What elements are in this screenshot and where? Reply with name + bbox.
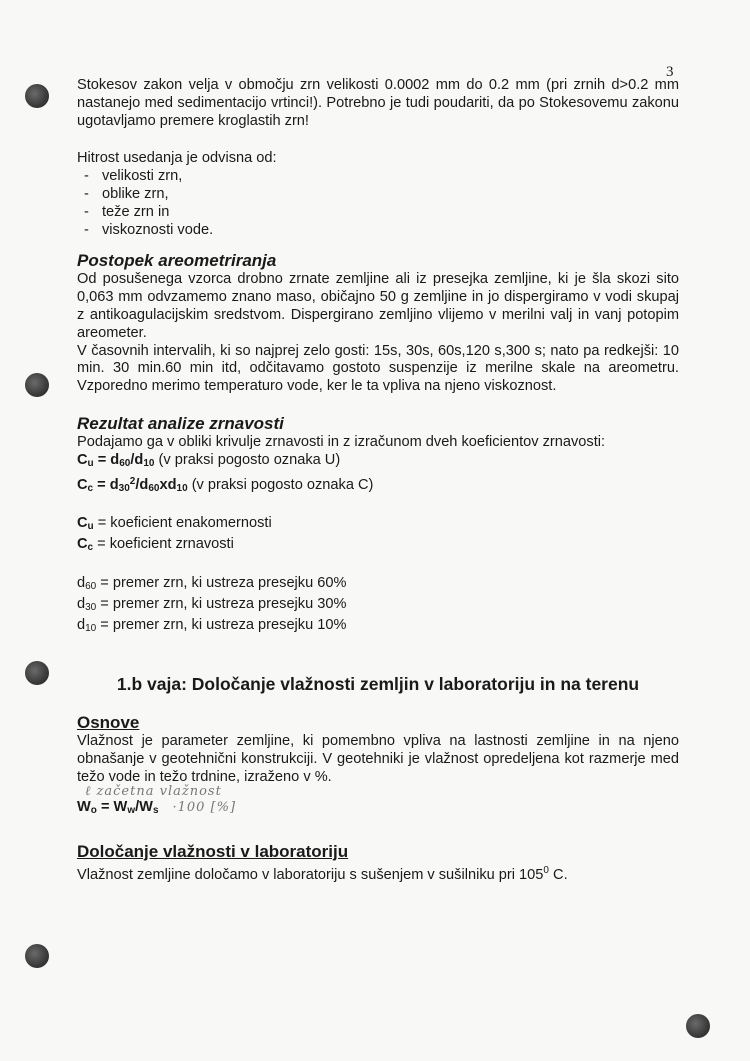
punch-hole <box>686 1014 710 1038</box>
page-number: 3 <box>666 64 674 80</box>
basics-heading: Osnove <box>77 713 140 733</box>
definition-cc: $C_c$ = koeficient zrnavosti <box>77 536 234 554</box>
procedure-paragraph-2: V časovnih intervalih, ki so najprej zelo gosti: 15s, 30s, 60s,120 s,300 s; nato pa redkejši: 10 min. 30 min.60 min itd, odčitavamo gostoto suspenzije iz merilne skale na areometru. Vzporedno merimo temperaturo vode, ker le ta vpliva na njeno viskoznost. <box>77 342 679 395</box>
cu-formula: $C_u = d_{60}/d_{10}$ (v praksi pogosto oznaka U) <box>77 451 341 469</box>
moisture-formula-row <box>77 799 679 820</box>
list-item: - teže zrn in <box>77 204 679 222</box>
document-body <box>77 77 679 884</box>
list-item: - oblike zrn, <box>77 186 679 204</box>
punch-hole <box>25 944 49 968</box>
lab-heading: Določanje vlažnosti v laboratoriju <box>77 841 349 861</box>
lab-paragraph: Vlažnost zemljine določamo v laboratoriju s sušenjem v sušilniku pri $105^0$ C. <box>77 864 568 883</box>
basics-paragraph: Vlažnost je parameter zemljine, ki pomembno vpliva na lastnosti zemljine in na njeno obnašanje v geotehnični konstrukciji. V geotehniki je vlažnost opredeljena kot razmerje med težo vode in težo trdnine, izraženo v %. <box>77 733 679 785</box>
handwritten-note: ℓ začetna vlažnost <box>85 783 222 799</box>
procedure-heading: Postopek areometriranja <box>77 251 277 271</box>
list-item: - viskoznosti vode. <box>77 222 679 240</box>
result-heading: Rezultat analize zrnavosti <box>77 413 284 433</box>
intro-paragraph: Stokesov zakon velja v območju zrn velikosti 0.0002 mm do 0.2 mm (pri zrnih d>0.2 mm nastanejo med sedimentacijo vrtinci!). Potrebno je tudi poudariti, da po Stokesovemu zakonu ugotavljamo premere kroglastih zrn! <box>77 77 679 129</box>
section-title: 1.b vaja: Določanje vlažnosti zemljin v laboratoriju in na terenu <box>116 674 640 695</box>
result-lead: Podajamo ga v obliki krivulje zrnavosti in z izračunom dveh koeficientov zrnavosti: <box>77 433 606 450</box>
definition-d60: $d_{60}$ = premer zrn, ki ustreza presejku 60% <box>77 574 347 592</box>
handwritten-factor: ·100 [%] <box>172 799 237 815</box>
velocity-list <box>77 168 679 239</box>
definition-d10: $d_{10}$ = premer zrn, ki ustreza presejku 10% <box>77 616 347 634</box>
punch-hole <box>25 84 49 108</box>
moisture-formula: $W_o = W_w/W_s$ <box>77 798 159 816</box>
cc-formula: $C_c = d_{30}^2/d_{60}xd_{10}$ (v praksi pogosto oznaka C) <box>77 475 374 494</box>
punch-hole <box>25 373 49 397</box>
velocity-lead: Hitrost usedanja je odvisna od: <box>77 150 277 167</box>
definition-cu: $C_u$ = koeficient enakomernosti <box>77 515 272 533</box>
definition-d30: $d_{30}$ = premer zrn, ki ustreza presejku 30% <box>77 595 347 613</box>
list-item: - velikosti zrn, <box>77 168 679 186</box>
procedure-paragraph: Od posušenega vzorca drobno zrnate zemljine ali iz presejka zemljine, ki je šla skozi sito 0,063 mm odvzamemo znano maso, običajno 50 g zemljine in jo dispergiramo v vodi skupaj z antikoagulacijskim sredstvom. Dispergirano zemljino vlijemo v merilni valj in vanj potopim areometer. <box>77 271 679 341</box>
punch-hole <box>25 661 49 685</box>
